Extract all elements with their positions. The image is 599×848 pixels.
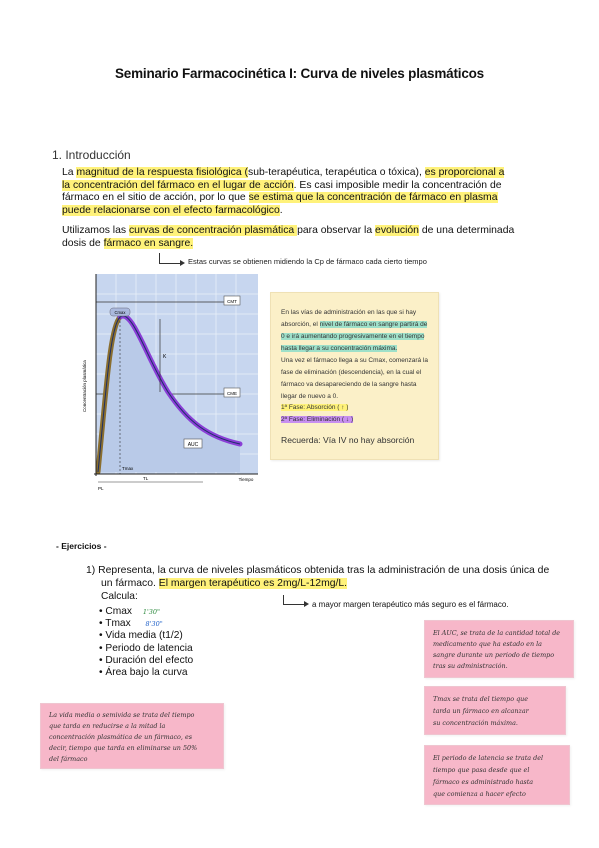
text: Utilizamos las bbox=[62, 225, 129, 236]
recall-text: Recuerda: Vía IV no hay absorción bbox=[281, 435, 415, 445]
x-axis-label: Tiempo bbox=[238, 477, 254, 482]
text: para observar la bbox=[297, 225, 376, 236]
list-item: • Tmax 8'30" bbox=[99, 618, 163, 630]
cme-label: CME bbox=[227, 391, 237, 396]
text: dosis de bbox=[62, 237, 104, 249]
list-item: • Área bajo la curva bbox=[99, 667, 188, 679]
margin-connector bbox=[283, 595, 306, 605]
note-line bbox=[281, 333, 424, 340]
note-line: fármaco va desapareciendo de la sangre hasta bbox=[281, 381, 417, 388]
auc-label: AUC bbox=[187, 442, 199, 448]
highlight: curvas de concentración plasmática bbox=[128, 225, 298, 236]
exercises-heading: - Ejercicios - bbox=[56, 541, 107, 551]
item-text: Duración del efecto bbox=[105, 654, 194, 666]
q-number: 1) bbox=[86, 565, 99, 576]
q1-line2 bbox=[86, 578, 576, 591]
text: Representa, la curva de niveles plasmáticos obtenida tras la administración de una dosis única de bbox=[98, 565, 550, 576]
teal-highlight: hasta llegar a su concentración máxima. bbox=[281, 345, 398, 352]
highlight: la concentración del fármaco en el lugar de acción bbox=[62, 179, 294, 191]
note-line: concentración plasmática de un fármaco, es bbox=[49, 733, 193, 741]
teal-highlight: nivel de fármaco en sangre partirá de bbox=[319, 321, 428, 328]
item-text: Cmax bbox=[105, 606, 133, 617]
list-item: • Duración del efecto bbox=[99, 654, 194, 666]
note-line: llegar de nuevo a 0. bbox=[281, 393, 339, 400]
highlight: magnitud de la respuesta fisiológica ( bbox=[76, 167, 248, 178]
item-text: Área bajo la curva bbox=[105, 667, 188, 679]
intro-paragraph bbox=[62, 167, 562, 217]
note-line: Una vez el fármaco llega a su Cmax, comenzará la bbox=[281, 357, 429, 364]
text: . Es casi imposible medir la concentración de bbox=[293, 179, 502, 191]
note-line: sangre durante un periodo de tiempo bbox=[433, 651, 555, 659]
graph-svg bbox=[68, 272, 260, 494]
item-text: Periodo de latencia bbox=[105, 642, 193, 654]
list-item: • Cmax 1'30" bbox=[99, 606, 161, 617]
highlight: se estima que la concentración de fármaco en plasma bbox=[248, 192, 498, 204]
highlight: es proporcional a bbox=[424, 167, 505, 178]
note-line: El AUC, se trata de la cantidad total de bbox=[433, 629, 561, 637]
page-title: Seminario Farmacocinética I: Curva de niveles plasmáticos bbox=[114, 66, 484, 81]
note-line: decir, tiempo que tarda en eliminarse un 50% bbox=[49, 744, 198, 752]
tmax-note bbox=[424, 686, 566, 735]
curves-note: Estas curvas se obtienen midiendo la Cp de fármaco cada cierto tiempo bbox=[188, 257, 427, 266]
list-item: • Periodo de latencia bbox=[99, 642, 193, 654]
vida-media-note bbox=[40, 703, 224, 769]
note-line bbox=[281, 321, 427, 328]
para1-line3 bbox=[62, 192, 562, 205]
k-label: K bbox=[163, 354, 167, 360]
highlight: evolución bbox=[375, 225, 419, 236]
text: . bbox=[279, 204, 283, 216]
arrowhead bbox=[304, 601, 309, 607]
text: de una determinada bbox=[418, 225, 515, 236]
para2-line1 bbox=[62, 225, 562, 238]
tmax-label: Tmax bbox=[122, 466, 134, 471]
list-item: • Vida media (t1/2) bbox=[99, 630, 183, 642]
para2-line2 bbox=[62, 238, 562, 251]
note-line: tarda un fármaco en alcanzar bbox=[433, 707, 529, 715]
text: sub-terapéutica, terapéutica o tóxica), bbox=[248, 167, 425, 178]
curves-paragraph bbox=[62, 225, 562, 250]
item-text: Vida media (t1/2) bbox=[105, 630, 183, 642]
note-line: Tmax se trata del tiempo que bbox=[433, 695, 529, 703]
note-line: que comienza a hacer efecto bbox=[433, 790, 526, 798]
phase2-highlight: 2ª Fase: Eliminación ( ↓ ) bbox=[281, 416, 354, 423]
para1-line4 bbox=[62, 205, 562, 218]
text: La bbox=[62, 167, 77, 178]
text: fármaco en el sitio de acción, por lo que bbox=[62, 192, 249, 204]
note-line: que tarda en reducirse a la mitad la bbox=[49, 722, 166, 730]
text: absorción, el bbox=[281, 321, 320, 328]
note-line: del fármaco bbox=[49, 755, 88, 763]
y-axis-label: Concentración plasmática bbox=[82, 360, 87, 412]
para1-line1 bbox=[62, 167, 562, 180]
calcula-label: Calcula: bbox=[101, 591, 138, 602]
note-line: El periodo de latencia se trata del bbox=[433, 754, 544, 762]
item-text: Tmax bbox=[105, 618, 131, 630]
yellow-sticky-note bbox=[270, 292, 439, 460]
cmt-label: CMT bbox=[227, 299, 237, 304]
highlight: El margen terapéutico es 2mg/L-12mg/L. bbox=[158, 577, 348, 589]
text: un fármaco. bbox=[101, 577, 159, 589]
margin-note: a mayor margen terapéutico más seguro es el fármaco. bbox=[312, 600, 509, 609]
para1-line2 bbox=[62, 180, 562, 193]
note-line: fase de eliminación (descendencia), en la cual el bbox=[281, 369, 422, 376]
note-line: medicamento que ha estado en la bbox=[433, 640, 542, 648]
note-line: su concentración máxima. bbox=[433, 719, 518, 727]
teal-highlight: 0 e irá aumentando progresivamente en el tiempo bbox=[281, 333, 425, 340]
note-line: fármaco es administrado hasta bbox=[433, 778, 534, 786]
highlight: puede relacionarse con el efecto farmacológico bbox=[62, 204, 280, 216]
auc-note bbox=[424, 620, 574, 678]
note-line: tiempo que pasa desde que el bbox=[433, 766, 530, 774]
note-connector bbox=[159, 253, 182, 264]
cmax-label: Cmax bbox=[114, 310, 126, 315]
question-1 bbox=[86, 565, 576, 590]
latencia-note bbox=[424, 745, 570, 805]
note-line: En las vías de administración en las que si hay bbox=[281, 309, 417, 316]
note-line: tras su administración. bbox=[433, 662, 508, 670]
phase1-highlight: 1ª Fase: Absorción ( ↑ ) bbox=[281, 404, 349, 411]
arrowhead bbox=[180, 260, 185, 266]
cmax-answer: 1'30" bbox=[142, 608, 161, 616]
tmax-answer: 8'30" bbox=[145, 620, 163, 629]
phase2-line bbox=[281, 416, 353, 423]
calc-list bbox=[99, 606, 193, 679]
highlight: fármaco en sangre. bbox=[103, 237, 194, 249]
tl-label: TL bbox=[143, 476, 149, 481]
section-heading: 1. Introducción bbox=[52, 148, 131, 162]
pl-label: PL bbox=[98, 486, 104, 491]
concentration-graph bbox=[68, 272, 260, 494]
note-line bbox=[281, 345, 397, 352]
phase1-line bbox=[281, 404, 348, 411]
q1-line1 bbox=[86, 565, 576, 578]
note-line: La vida media o semivida se trata del tiempo bbox=[49, 711, 195, 719]
